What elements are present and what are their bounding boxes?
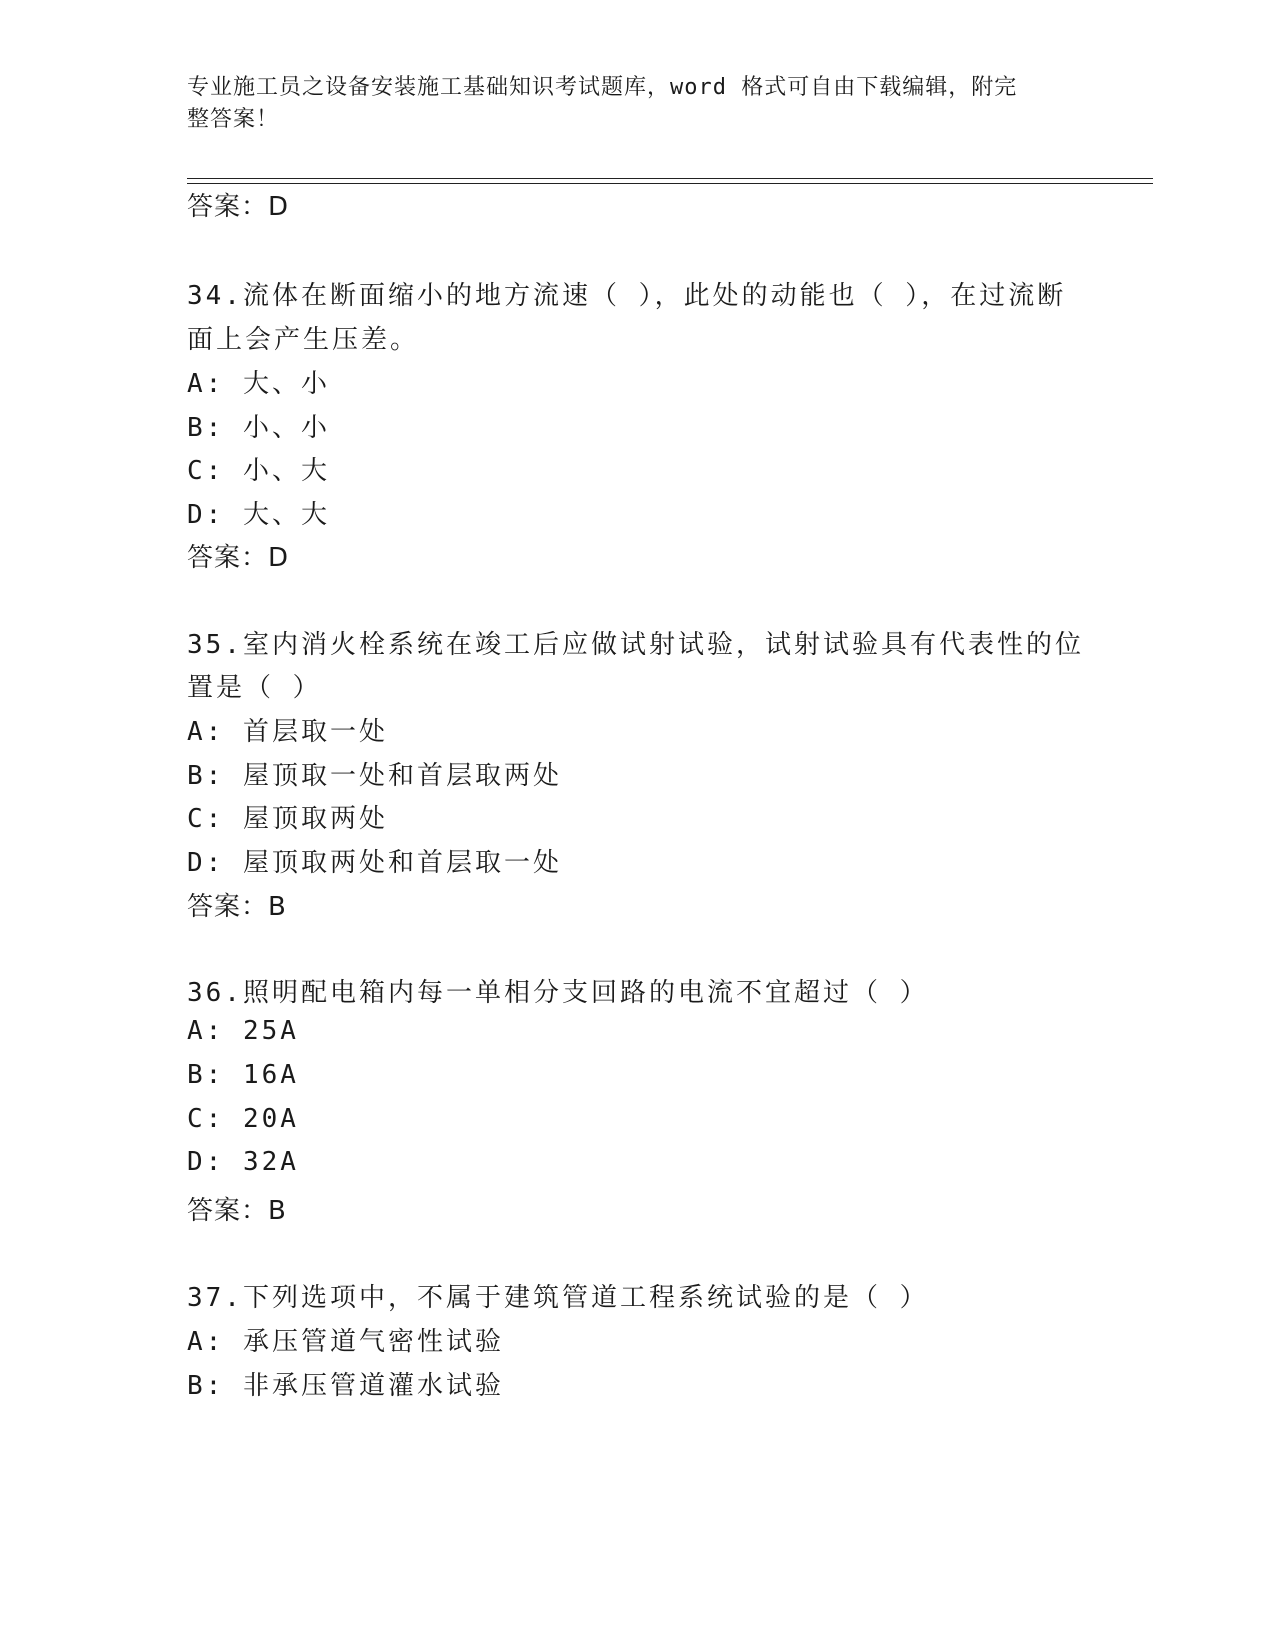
question-37-line-1: 37.下列选项中，不属于建筑管道工程系统试验的是（ ） — [187, 1283, 929, 1313]
question-34-option-d: D: 大、大 — [187, 500, 330, 530]
document-header — [187, 72, 1067, 136]
question-37-option-b: B: 非承压管道灌水试验 — [187, 1371, 504, 1401]
question-34-option-b: B: 小、小 — [187, 413, 330, 443]
question-35-option-b: B: 屋顶取一处和首层取两处 — [187, 761, 562, 791]
question-34-line-1: 34.流体在断面缩小的地方流速（ ），此处的动能也（ ），在过流断 — [187, 281, 1067, 311]
question-36-option-c: C: 20A — [187, 1104, 299, 1134]
question-34-line-2: 面上会产生压差。 — [187, 325, 420, 355]
answer-34: 答案：D — [187, 543, 290, 573]
answer-36: 答案：B — [187, 1196, 287, 1226]
question-35-line-1: 35.室内消火栓系统在竣工后应做试射试验，试射试验具有代表性的位 — [187, 630, 1084, 660]
header-line-1: 专业施工员之设备安装施工基础知识考试题库，word 格式可自由下载编辑，附完 — [187, 75, 1018, 100]
question-35-line-2: 置是（ ） — [187, 673, 322, 703]
header-rule-bottom — [187, 183, 1153, 184]
answer-35: 答案：B — [187, 892, 287, 922]
question-36-option-d: D: 32A — [187, 1147, 299, 1177]
question-35-option-d: D: 屋顶取两处和首层取一处 — [187, 848, 562, 878]
question-35-option-a: A: 首层取一处 — [187, 717, 388, 747]
question-36-line-1: 36.照明配电箱内每一单相分支回路的电流不宜超过（ ） — [187, 978, 929, 1008]
question-37-option-a: A: 承压管道气密性试验 — [187, 1327, 504, 1357]
header-line-2: 整答案！ — [187, 107, 280, 132]
answer-33: 答案：D — [187, 192, 290, 222]
question-36-option-a: A: 25A — [187, 1016, 299, 1046]
question-34-option-c: C: 小、大 — [187, 456, 330, 486]
header-rule-top — [187, 178, 1153, 179]
question-35-option-c: C: 屋顶取两处 — [187, 804, 388, 834]
question-34-option-a: A: 大、小 — [187, 369, 330, 399]
question-36-option-b: B: 16A — [187, 1060, 299, 1090]
